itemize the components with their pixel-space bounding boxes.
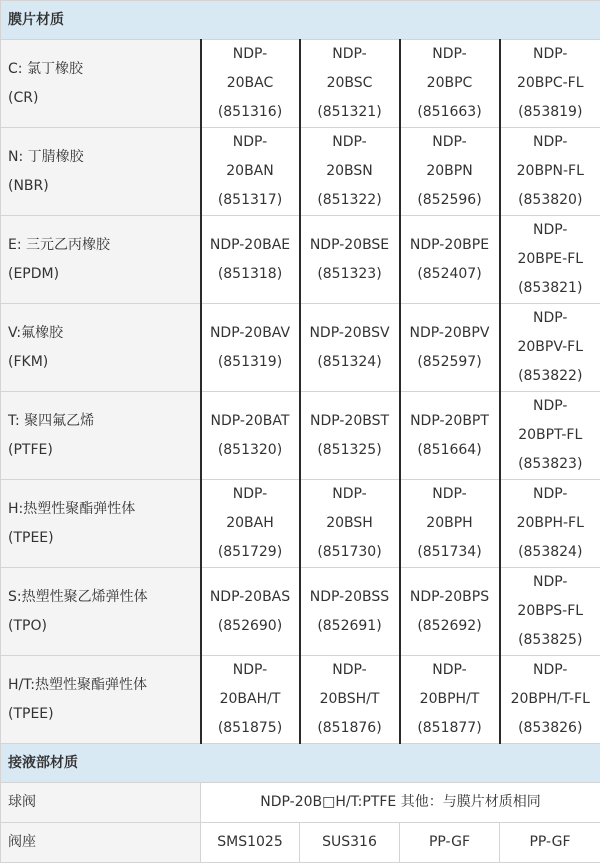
part-code-cell bbox=[500, 480, 600, 568]
part-code-line: NDP- bbox=[432, 134, 467, 150]
part-code-line: 20BPC bbox=[426, 75, 473, 91]
material-name: V:氟橡胶 bbox=[8, 324, 64, 341]
part-code-line: (851876) bbox=[317, 720, 382, 736]
material-name-cell bbox=[1, 568, 201, 656]
part-code-line: NDP- bbox=[432, 662, 467, 678]
part-code-line: 20BPH-FL bbox=[516, 515, 584, 531]
material-abbr: (CR) bbox=[8, 89, 39, 106]
material-name-cell bbox=[1, 40, 201, 128]
membrane-section-header bbox=[1, 1, 600, 40]
part-code-line: (852596) bbox=[417, 192, 482, 208]
part-code-line: 20BPH bbox=[426, 515, 473, 531]
part-code-line: (852597) bbox=[417, 353, 482, 370]
part-code-line: (851321) bbox=[317, 104, 382, 120]
material-name: E: 三元乙丙橡胶 bbox=[8, 236, 111, 253]
part-code-line: 20BAN bbox=[226, 163, 274, 179]
part-code-line: NDP- bbox=[533, 134, 568, 150]
material-row bbox=[1, 568, 600, 656]
part-code-cell bbox=[500, 568, 600, 656]
part-code-cell bbox=[201, 568, 300, 656]
valve-seat-value: SMS1025 bbox=[201, 823, 300, 863]
material-row bbox=[1, 40, 600, 128]
part-code-line: (851875) bbox=[217, 720, 283, 736]
material-name-cell bbox=[1, 216, 201, 304]
part-code-cell bbox=[500, 216, 600, 304]
part-code-line: (851729) bbox=[217, 544, 283, 560]
valve-seat-value: PP-GF bbox=[500, 823, 600, 863]
part-code-line: 20BPH/T-FL bbox=[510, 691, 590, 707]
part-code-line: (852407) bbox=[417, 265, 482, 282]
part-code-line: (851320) bbox=[217, 441, 283, 458]
part-code-line: NDP-20BAE bbox=[209, 236, 291, 253]
part-code-line: 20BPE-FL bbox=[517, 251, 584, 267]
part-code-line: 20BPN bbox=[426, 163, 473, 179]
part-code-line: NDP-20BSV bbox=[309, 324, 390, 341]
part-code-line: (853824) bbox=[518, 544, 583, 560]
material-row bbox=[1, 216, 600, 304]
part-code-line: NDP- bbox=[533, 486, 568, 502]
part-code-cell bbox=[300, 40, 400, 128]
part-code-cell bbox=[300, 128, 400, 216]
part-code-line: NDP- bbox=[533, 310, 568, 326]
material-name: H:热塑性聚酯弹性体 bbox=[8, 500, 136, 517]
material-row bbox=[1, 304, 600, 392]
material-abbr: (FKM) bbox=[8, 353, 49, 370]
ball-valve-label: 球阀 bbox=[1, 783, 201, 823]
part-code-line: (851325) bbox=[317, 441, 382, 458]
part-code-cell bbox=[201, 216, 300, 304]
part-code-line: NDP- bbox=[232, 46, 268, 62]
part-code-line: NDP- bbox=[332, 134, 367, 150]
part-code-cell bbox=[400, 304, 500, 392]
part-code-line: (851734) bbox=[417, 544, 482, 560]
part-code-cell bbox=[500, 392, 600, 480]
part-code-line: NDP-20BAV bbox=[209, 324, 291, 341]
part-code-cell bbox=[201, 304, 300, 392]
part-code-line: NDP- bbox=[432, 486, 467, 502]
part-code-cell bbox=[300, 568, 400, 656]
ball-valve-value: NDP-20B□H/T:PTFE 其他：与膜片材质相同 bbox=[201, 783, 600, 823]
part-code-cell bbox=[400, 216, 500, 304]
material-name: S:热塑性聚乙烯弹性体 bbox=[8, 588, 148, 605]
part-code-line: NDP- bbox=[232, 134, 268, 150]
part-code-line: NDP- bbox=[332, 662, 367, 678]
part-code-cell bbox=[201, 656, 300, 744]
part-code-line: (853820) bbox=[518, 192, 583, 208]
part-code-line: NDP-20BST bbox=[309, 412, 390, 429]
part-code-line: NDP- bbox=[533, 222, 568, 238]
part-code-line: NDP- bbox=[533, 46, 568, 62]
part-code-line: 20BPT-FL bbox=[518, 427, 583, 443]
part-code-line: (853823) bbox=[518, 456, 583, 472]
part-code-line: (853822) bbox=[518, 368, 583, 384]
material-abbr: (PTFE) bbox=[8, 441, 53, 458]
part-code-cell bbox=[400, 568, 500, 656]
part-code-cell bbox=[300, 392, 400, 480]
material-name-cell bbox=[1, 656, 201, 744]
part-code-line: NDP-20BPS bbox=[409, 588, 490, 605]
part-code-cell bbox=[201, 128, 300, 216]
material-name-cell bbox=[1, 304, 201, 392]
material-row bbox=[1, 656, 600, 744]
part-code-cell bbox=[300, 304, 400, 392]
part-code-line: NDP-20BPT bbox=[410, 412, 489, 429]
part-code-line: NDP-20BAS bbox=[209, 588, 291, 605]
material-abbr: (EPDM) bbox=[8, 265, 60, 282]
material-abbr: (TPEE) bbox=[8, 705, 54, 722]
valve-seat-value: PP-GF bbox=[400, 823, 500, 863]
material-name: C: 氯丁橡胶 bbox=[8, 60, 83, 77]
material-row bbox=[1, 392, 600, 480]
part-code-cell bbox=[201, 392, 300, 480]
part-code-line: (851317) bbox=[217, 192, 283, 208]
valve-seat-value: SUS316 bbox=[300, 823, 400, 863]
part-code-cell bbox=[300, 216, 400, 304]
part-code-cell bbox=[500, 128, 600, 216]
part-code-line: 20BPS-FL bbox=[517, 603, 584, 619]
material-name-cell bbox=[1, 392, 201, 480]
part-code-line: NDP- bbox=[232, 486, 268, 502]
part-code-line: 20BSN bbox=[326, 163, 373, 179]
part-code-cell bbox=[300, 656, 400, 744]
part-code-cell bbox=[500, 656, 600, 744]
part-code-line: (851664) bbox=[417, 441, 482, 458]
membrane-section-title: 膜片材质 bbox=[1, 1, 600, 40]
material-name: N: 丁腈橡胶 bbox=[8, 148, 84, 165]
part-code-line: (853825) bbox=[518, 632, 583, 648]
part-code-line: (852692) bbox=[417, 617, 482, 634]
part-code-line: NDP-20BPE bbox=[409, 236, 490, 253]
material-row bbox=[1, 480, 600, 568]
part-code-line: NDP- bbox=[533, 662, 568, 678]
part-code-line: 20BAH/T bbox=[219, 691, 281, 707]
material-abbr: (TPEE) bbox=[8, 529, 54, 546]
material-abbr: (TPO) bbox=[8, 617, 47, 634]
part-code-cell bbox=[400, 128, 500, 216]
part-code-cell bbox=[300, 480, 400, 568]
part-code-line: (853826) bbox=[518, 720, 583, 736]
ball-valve-row bbox=[1, 783, 600, 823]
part-code-cell bbox=[400, 656, 500, 744]
part-code-cell bbox=[201, 480, 300, 568]
part-code-line: NDP- bbox=[332, 46, 367, 62]
part-code-line: (853819) bbox=[518, 104, 583, 120]
part-code-cell bbox=[500, 304, 600, 392]
part-code-cell bbox=[400, 40, 500, 128]
part-code-line: (851319) bbox=[217, 353, 283, 370]
part-code-line: 20BSH bbox=[326, 515, 373, 531]
part-code-line: (851730) bbox=[317, 544, 382, 560]
wetted-section-title: 接液部材质 bbox=[1, 744, 600, 783]
part-code-line: (851663) bbox=[417, 104, 482, 120]
part-code-line: (851323) bbox=[317, 265, 382, 282]
part-code-line: (852690) bbox=[217, 617, 283, 634]
part-code-line: (851316) bbox=[217, 104, 283, 120]
material-name: T: 聚四氟乙烯 bbox=[8, 412, 95, 429]
part-code-line: (853821) bbox=[518, 280, 583, 296]
part-code-line: NDP-20BSS bbox=[309, 588, 390, 605]
part-code-line: (851318) bbox=[217, 265, 283, 282]
wetted-section-header bbox=[1, 744, 600, 783]
part-code-cell bbox=[400, 392, 500, 480]
material-name: H/T:热塑性聚酯弹性体 bbox=[8, 676, 147, 693]
valve-seat-row bbox=[1, 823, 600, 863]
part-code-line: (852691) bbox=[317, 617, 382, 634]
part-code-line: 20BSH/T bbox=[319, 691, 380, 707]
part-code-line: NDP- bbox=[533, 574, 568, 590]
part-code-cell bbox=[400, 480, 500, 568]
material-name-cell bbox=[1, 480, 201, 568]
part-code-line: (851324) bbox=[317, 353, 382, 370]
part-code-line: NDP-20BAT bbox=[210, 412, 290, 429]
material-row bbox=[1, 128, 600, 216]
part-code-line: 20BSC bbox=[326, 75, 373, 91]
part-code-line: 20BAH bbox=[226, 515, 274, 531]
part-code-line: NDP- bbox=[432, 46, 467, 62]
part-code-cell bbox=[500, 40, 600, 128]
part-code-line: NDP- bbox=[332, 486, 367, 502]
part-code-line: 20BPH/T bbox=[419, 691, 480, 707]
part-code-line: 20BPN-FL bbox=[516, 163, 584, 179]
part-code-line: NDP- bbox=[232, 662, 268, 678]
part-code-line: (851877) bbox=[417, 720, 482, 736]
part-code-line: NDP-20BSE bbox=[309, 236, 390, 253]
part-code-line: 20BAC bbox=[226, 75, 274, 91]
part-code-cell bbox=[201, 40, 300, 128]
valve-seat-label: 阀座 bbox=[1, 823, 201, 863]
part-code-line: 20BPC-FL bbox=[516, 75, 584, 91]
part-code-line: 20BPV-FL bbox=[517, 339, 584, 355]
part-code-line: NDP-20BPV bbox=[409, 324, 490, 341]
material-name-cell bbox=[1, 128, 201, 216]
material-abbr: (NBR) bbox=[8, 177, 49, 194]
part-code-line: NDP- bbox=[533, 398, 568, 414]
part-code-line: (851322) bbox=[317, 192, 382, 208]
